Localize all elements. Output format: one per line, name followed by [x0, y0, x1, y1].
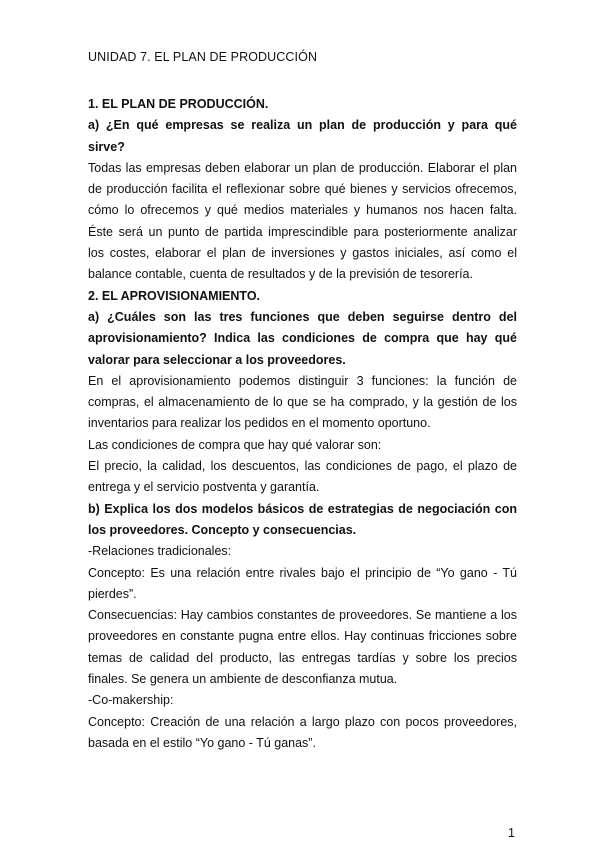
section2-question-b: b) Explica los dos modelos básicos de estrategias de negociación con los proveedores. Concepto y consecuencias.	[88, 501, 517, 537]
section2-answer-a-paragraph: El precio, la calidad, los descuentos, las condiciones de pago, el plazo de entrega y el servicio postventa y garantía.	[88, 459, 517, 495]
section2-answer-a-paragraph: En el aprovisionamiento podemos distinguir 3 funciones: la función de compras, el almacenamiento de lo que se ha comprado, y la gestión de los inventarios para realizar los pedidos en el momento oportuno.	[88, 373, 517, 431]
section2-heading: 2. EL APROVISIONAMIENTO.	[88, 288, 261, 303]
section2-answer-a-paragraph: Las condiciones de compra que hay qué valorar son:	[88, 437, 382, 452]
section1-heading: 1. EL PLAN DE PRODUCCIÓN.	[88, 97, 269, 111]
traditional-relations-label: -Relaciones tradicionales:	[88, 544, 232, 559]
unit-title: UNIDAD 7. EL PLAN DE PRODUCCIÓN	[88, 50, 318, 64]
comakership-label: -Co-makership:	[88, 693, 174, 708]
section1-question-a: a) ¿En qué empresas se realiza un plan de producción y para qué sirve?	[88, 118, 517, 154]
page-number: 1	[508, 826, 515, 840]
traditional-relations-consequences: Consecuencias: Hay cambios constantes de proveedores. Se mantiene a los proveedores en constante pugna entre ellos. Hay continuas fricciones sobre temas de calidad del producto, las entregas tardías y sobre los precios finales. Se genera un ambiente de desconfianza mutua.	[88, 608, 517, 687]
traditional-relations-concept: Concepto: Es una relación entre rivales bajo el principio de “Yo gano - Tú pierdes”.	[88, 565, 517, 601]
comakership-concept: Concepto: Creación de una relación a largo plazo con pocos proveedores, basada en el estilo “Yo gano - Tú ganas”.	[88, 714, 517, 750]
section2-question-a: a) ¿Cuáles son las tres funciones que deben seguirse dentro del aprovisionamiento? Indica las condiciones de compra que hay qué valorar para seleccionar a los proveedores.	[88, 309, 517, 367]
document-body	[88, 94, 517, 754]
section1-answer-a: Todas las empresas deben elaborar un plan de producción. Elaborar el plan de producción facilita el reflexionar sobre qué bienes y servicios ofrecemos, cómo lo ofrecemos y qué medios materiales y humanos nos hacen falta. Éste será un punto de partida imprescindible para posteriormente analizar los costes, elaborar el plan de inversiones y gastos iniciales, así como el balance contable, cuenta de resultados y de la previsión de tesorería.	[88, 160, 517, 282]
